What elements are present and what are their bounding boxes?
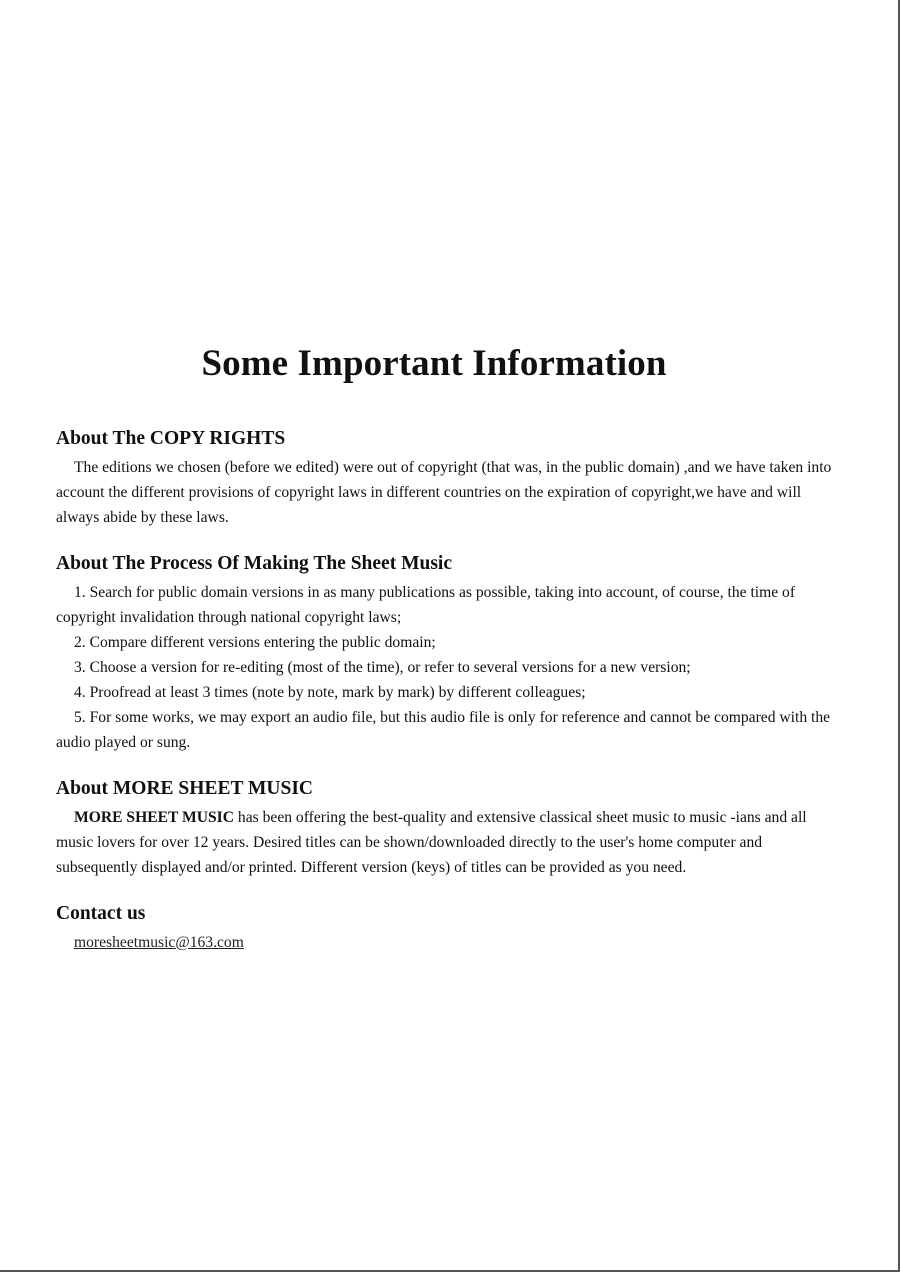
- process-step: 4. Proofread at least 3 times (note by note, mark by mark) by different colleagues;: [74, 684, 586, 701]
- page-content: [56, 426, 842, 976]
- copyright-heading: About The COPY RIGHTS: [56, 428, 286, 449]
- about-section: [56, 776, 842, 880]
- contact-heading: Contact us: [56, 903, 146, 924]
- page-title: Some Important Information: [201, 343, 667, 384]
- process-section: [56, 551, 842, 755]
- process-step: 2. Compare different versions entering the public domain;: [74, 634, 436, 651]
- contact-section: [56, 901, 842, 955]
- process-step: 3. Choose a version for re-editing (most of the time), or refer to several versions for a new version;: [74, 659, 691, 676]
- copyright-section: [56, 426, 842, 530]
- about-body-paragraph: [56, 805, 842, 880]
- process-heading: About The Process Of Making The Sheet Music: [56, 553, 452, 574]
- contact-email-link[interactable]: moresheetmusic@163.com: [74, 934, 244, 951]
- process-step: 1. Search for public domain versions in as many publications as possible, taking into account, of course, the time of copyright invalidation through national copyright laws;: [56, 584, 796, 626]
- about-body: has been offering the best-quality and extensive classical sheet music to music -ians and all music lovers for over 12 years. Desired titles can be shown/downloaded directly to the user's home computer and subsequently displayed and/or printed. Different version (keys) of titles can be provided as you need.: [56, 809, 807, 876]
- about-heading: About MORE SHEET MUSIC: [56, 778, 313, 799]
- about-brand-name: MORE SHEET MUSIC: [74, 809, 235, 826]
- copyright-body: The editions we chosen (before we edited) were out of copyright (that was, in the public domain) ,and we have taken into account the different provisions of copyright laws in different countries on the expiration of copyright,we have and will always abide by these laws.: [56, 459, 832, 526]
- process-step: 5. For some works, we may export an audio file, but this audio file is only for reference and cannot be compared with the audio played or sung.: [56, 709, 831, 751]
